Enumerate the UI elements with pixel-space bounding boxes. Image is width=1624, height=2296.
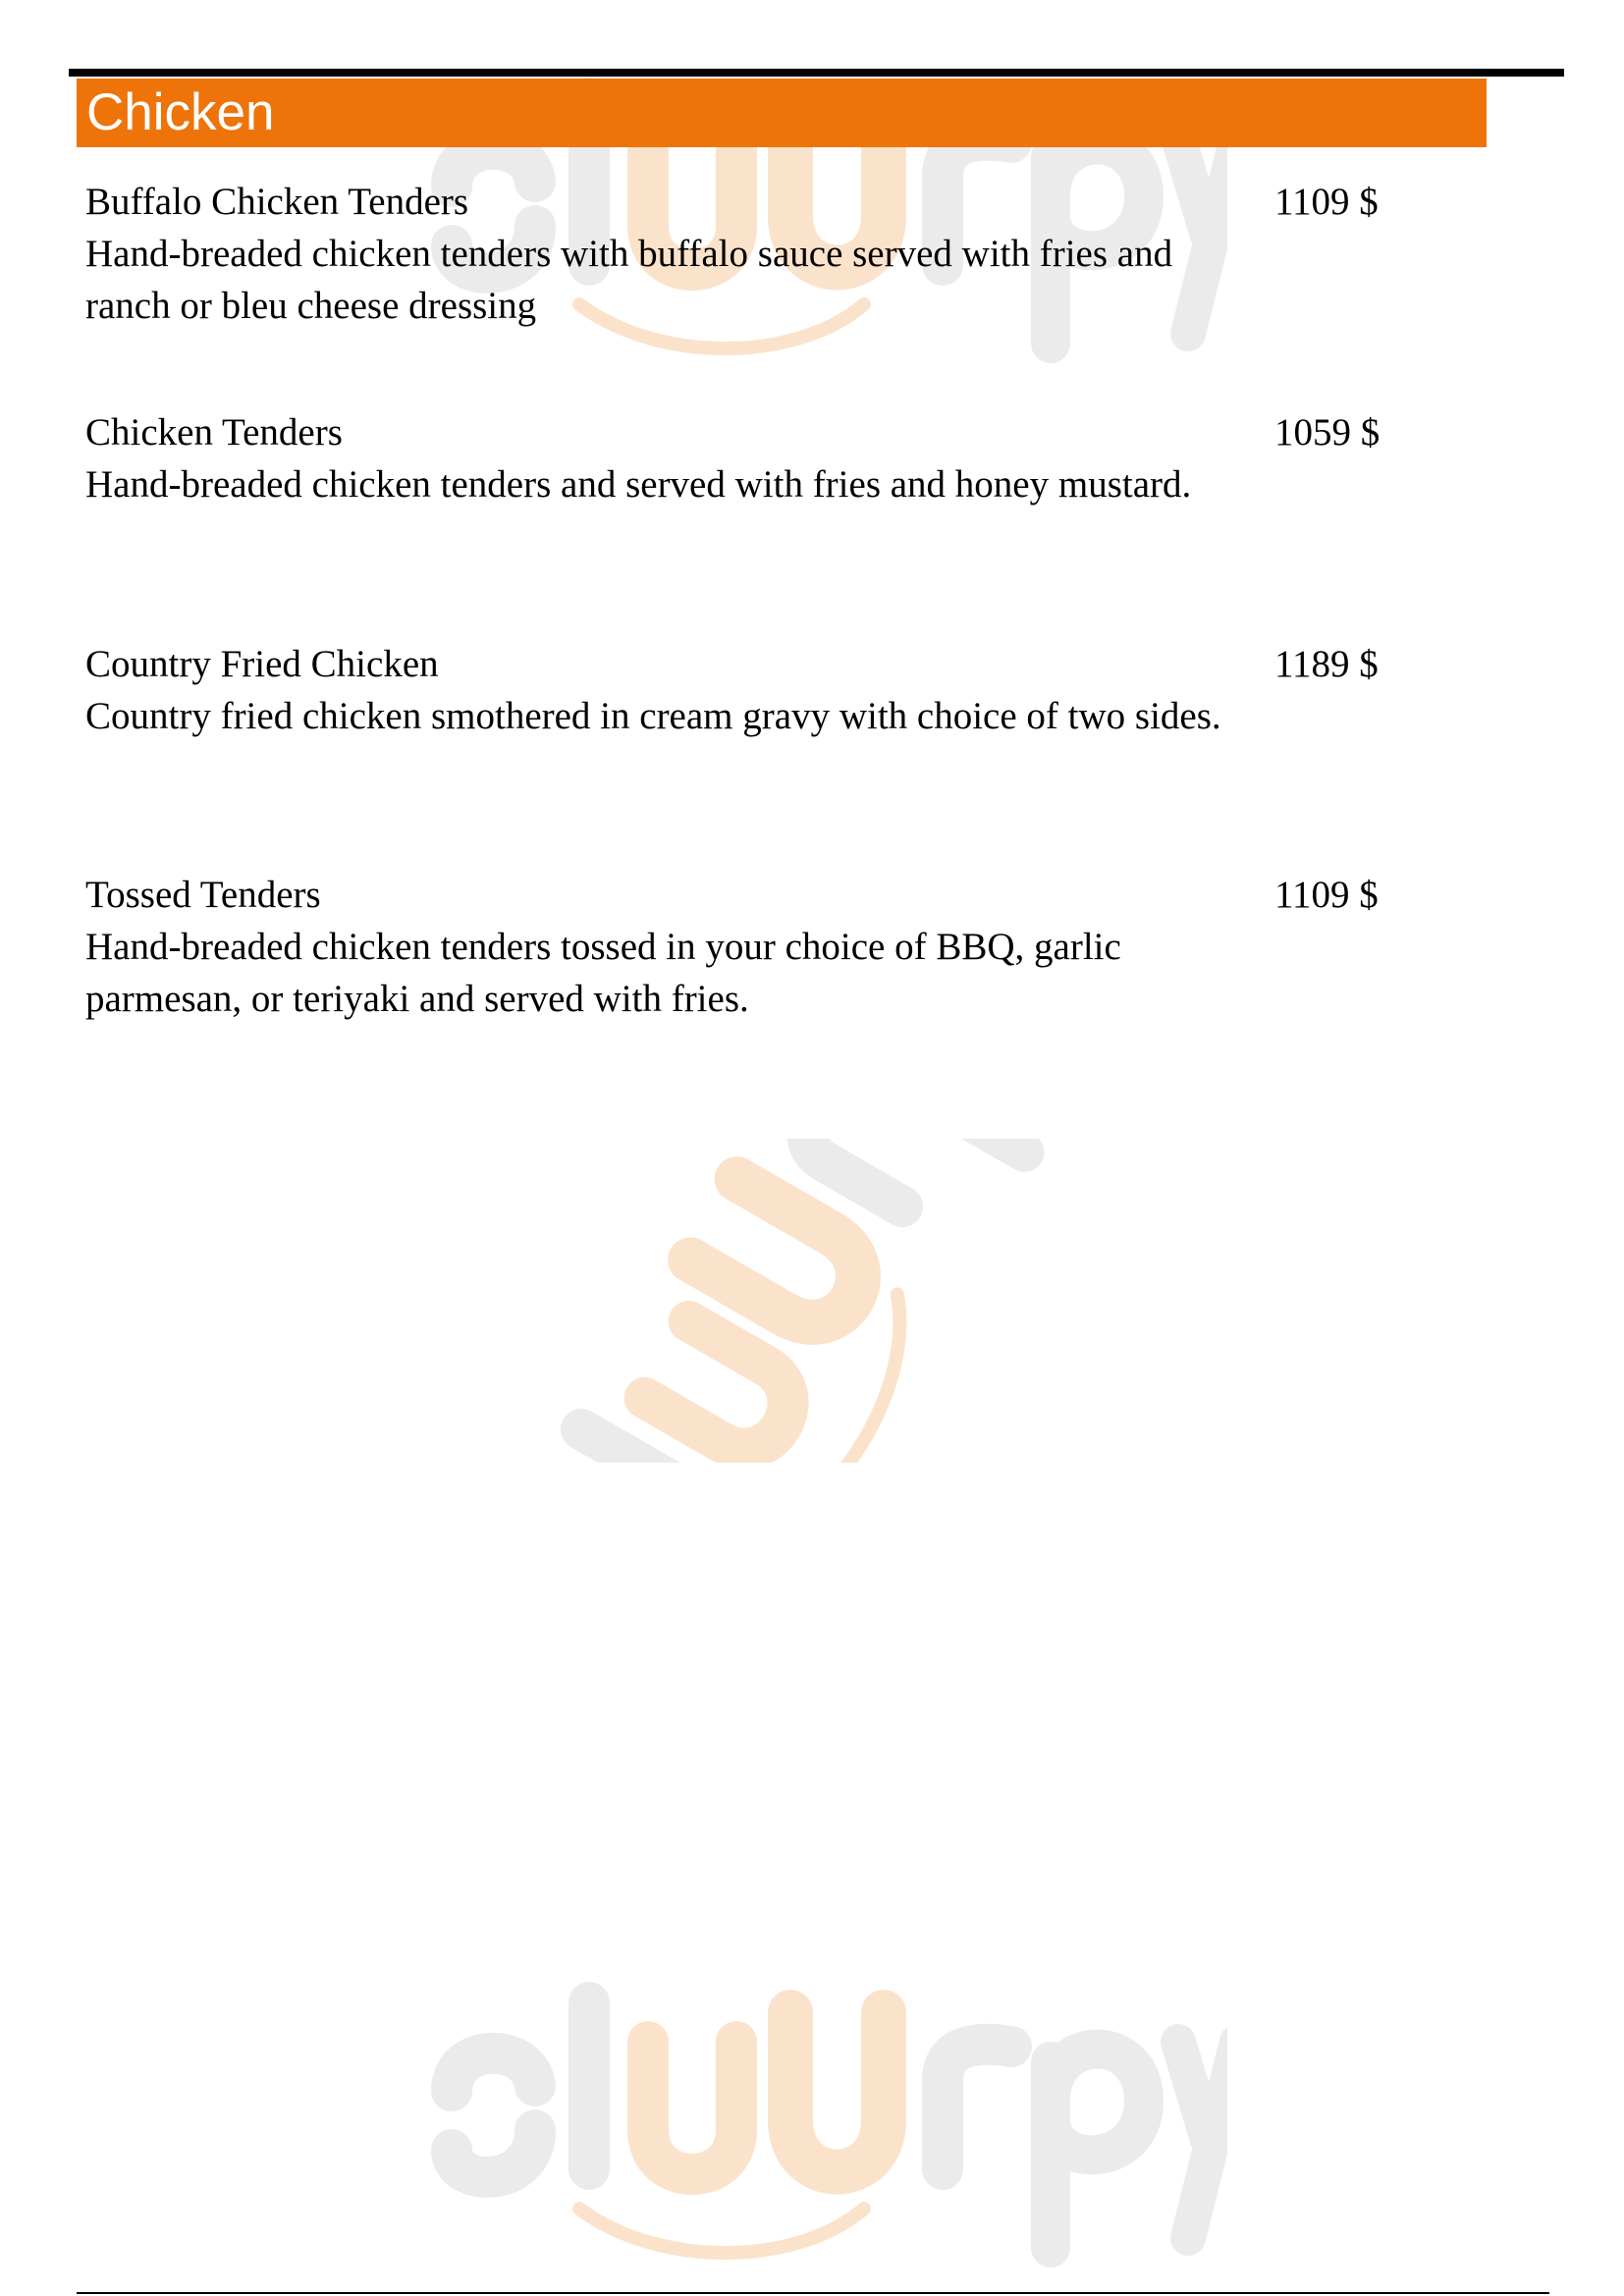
item-price: 1189 $ — [1274, 643, 1379, 685]
item-name: Country Fried Chicken — [85, 643, 439, 685]
item-name: Chicken Tenders — [85, 411, 343, 454]
item-price: 1109 $ — [1274, 181, 1379, 223]
item-description: Hand-breaded chicken tenders tossed in your choice of BBQ, garlic parmesan, or teriyaki and served with fries. — [85, 926, 1121, 1020]
item-description: Hand-breaded chicken tenders and served with fries and honey mustard. — [85, 463, 1192, 506]
menu-item — [85, 407, 1460, 574]
item-name: Tossed Tenders — [85, 874, 321, 916]
menu-item — [85, 177, 1460, 344]
sluurpy-logo-watermark — [412, 1944, 1227, 2268]
item-name: Buffalo Chicken Tenders — [85, 181, 469, 223]
section-title: Chicken — [86, 83, 275, 141]
sluurpy-logo-watermark — [412, 1139, 1227, 1463]
item-description: Hand-breaded chicken tenders with buffalo sauce served with fries and ranch or bleu cheese dressing — [85, 233, 1173, 327]
bottom-rule — [77, 2292, 1549, 2294]
menu-item — [85, 870, 1460, 1037]
item-price: 1059 $ — [1274, 411, 1380, 454]
item-description: Country fried chicken smothered in cream gravy with choice of two sides. — [85, 695, 1221, 737]
section-header — [77, 79, 1487, 147]
menu-item — [85, 639, 1460, 806]
top-rule — [69, 69, 1564, 77]
item-price: 1109 $ — [1274, 874, 1379, 916]
